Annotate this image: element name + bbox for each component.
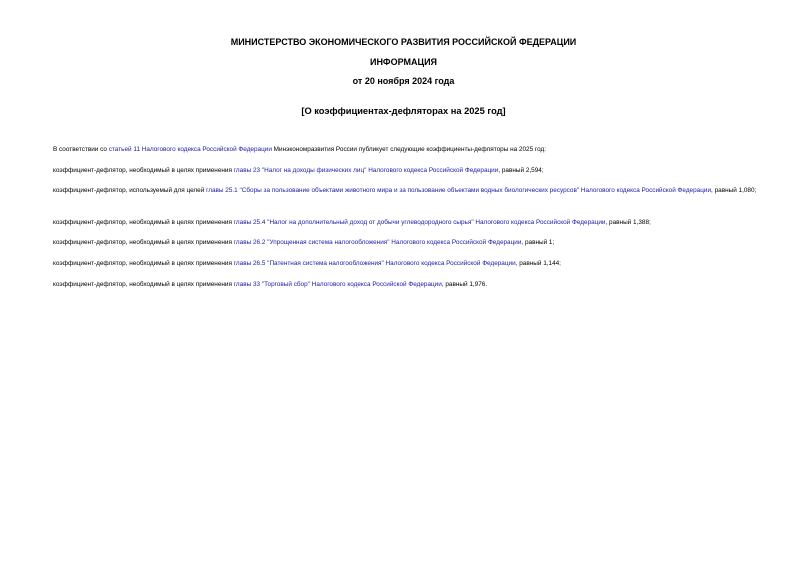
chapter-25-1-link[interactable]: главы 25.1 "Сборы за пользование объектами животного мира и за пользование объектами водных биологических ресурсов" Налогового кодекса Российской Федерации bbox=[206, 187, 712, 194]
document-type: ИНФОРМАЦИЯ bbox=[369, 57, 438, 67]
item-value: , равный 1,976. bbox=[441, 281, 488, 288]
item-prefix: коэффициент-дефлятор, необходимый в целях применения bbox=[53, 260, 234, 267]
document-date: от 20 ноября 2024 года bbox=[352, 76, 455, 86]
tax-code-article-11-link[interactable]: статьей 11 Налогового кодекса Российской Федерации bbox=[108, 146, 272, 153]
item-prefix: коэффициент-дефлятор, необходимый в целях применения bbox=[53, 167, 234, 174]
intro-suffix: Минэкономразвития России публикует следующие коэффициенты-дефляторы на 2025 год: bbox=[271, 146, 547, 153]
deflator-item-ch26-5 bbox=[38, 259, 769, 269]
deflator-item-ch25-1 bbox=[38, 186, 769, 196]
deflator-item-ch23 bbox=[38, 166, 769, 176]
ministry-heading: МИНИСТЕРСТВО ЭКОНОМИЧЕСКОГО РАЗВИТИЯ РОССИЙСКОЙ ФЕДЕРАЦИИ bbox=[230, 37, 577, 47]
document-title: [О коэффициентах-дефляторах на 2025 год] bbox=[301, 106, 506, 116]
chapter-26-5-link[interactable]: главы 26.5 "Патентная система налогообложения" Налогового кодекса Российской Федерации bbox=[233, 260, 516, 267]
item-value: , равный 1; bbox=[521, 239, 555, 246]
deflator-item-ch26-2 bbox=[38, 238, 769, 248]
item-prefix: коэффициент-дефлятор, необходимый в целях применения bbox=[53, 219, 234, 226]
intro-prefix: В соответствии со bbox=[53, 146, 109, 153]
item-prefix: коэффициент-дефлятор, необходимый в целях применения bbox=[53, 281, 234, 288]
intro-paragraph bbox=[38, 145, 769, 155]
item-value: , равный 2,594; bbox=[498, 167, 544, 174]
chapter-23-link[interactable]: главы 23 "Налог на доходы физических лиц" Налогового кодекса Российской Федерации bbox=[233, 167, 499, 174]
item-prefix: коэффициент-дефлятор, необходимый в целях применения bbox=[53, 239, 234, 246]
item-prefix: коэффициент-дефлятор, используемый для целей bbox=[53, 187, 207, 194]
deflator-item-ch33 bbox=[38, 280, 769, 290]
item-value: , равный 1,144; bbox=[515, 260, 561, 267]
chapter-33-link[interactable]: главы 33 "Торговый сбор" Налогового кодекса Российской Федерации bbox=[233, 281, 442, 288]
deflator-item-ch25-4 bbox=[38, 218, 769, 228]
chapter-25-4-link[interactable]: главы 25.4 "Налог на дополнительный доход от добычи углеводородного сырья" Налогового кодекса Российской Федерации bbox=[233, 219, 606, 226]
item-value: , равный 1,080; bbox=[711, 187, 757, 194]
chapter-26-2-link[interactable]: главы 26.2 "Упрощенная система налогообложения" Налогового кодекса Российской Федерации bbox=[233, 239, 522, 246]
item-value: , равный 1,388; bbox=[605, 219, 651, 226]
